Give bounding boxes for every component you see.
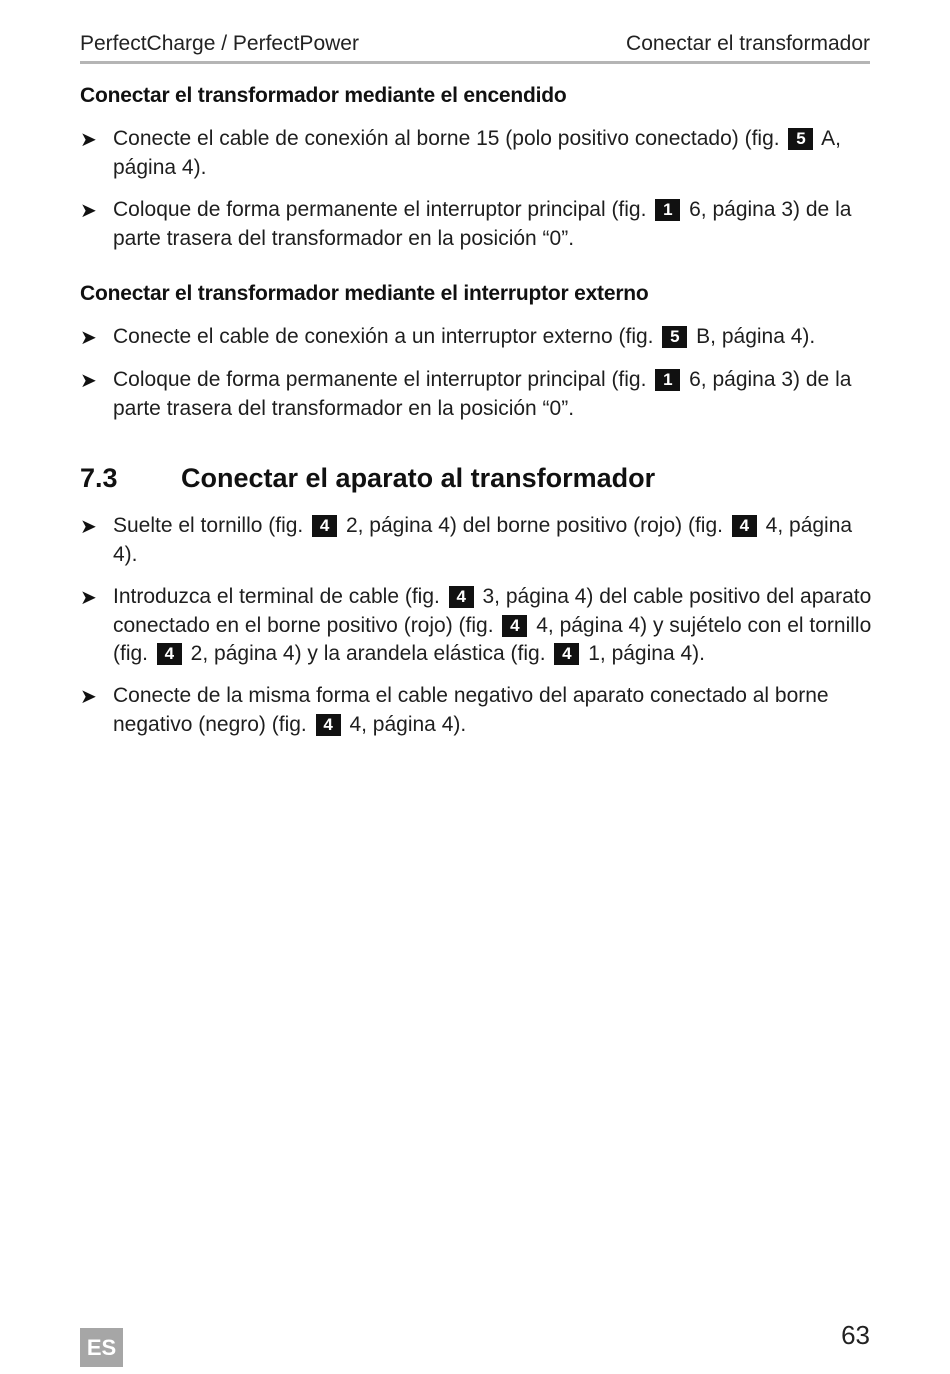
section-number: 7.3 [80, 463, 118, 493]
arrow-bullet-icon: ➤ [80, 686, 97, 708]
figure-ref-badge: 5 [788, 128, 813, 150]
subheading-ignition: Conectar el transformador mediante el encendido [80, 84, 567, 107]
bullet-text: Suelte el tornillo (fig. 4 2, página 4) del borne positivo (rojo) (fig. 4 4, página 4). [113, 514, 853, 566]
arrow-bullet-icon: ➤ [80, 587, 97, 609]
language-badge: ES [80, 1328, 123, 1367]
bullet-text: Introduzca el terminal de cable (fig. 4 3, página 4) del cable positivo del aparato conectado en el borne positivo (rojo) (fig. 4 4, página 4) y sujételo con el tornillo (fig. 4 2, página 4) y la arandela elástica (fig. 4 1, página 4). [113, 585, 872, 665]
arrow-bullet-icon: ➤ [80, 129, 97, 151]
section-title: Conectar el aparato al transformador [181, 463, 656, 493]
figure-ref-badge: 4 [316, 714, 341, 736]
page-number: 63 [841, 1320, 870, 1350]
bullet-text: Coloque de forma permanente el interruptor principal (fig. 1 6, página 3) de la parte trasera del transformador en la posición “0”. [113, 198, 852, 250]
bullet-text: Coloque de forma permanente el interruptor principal (fig. 1 6, página 3) de la parte trasera del transformador en la posición “0”. [113, 368, 852, 420]
subheading-external-switch: Conectar el transformador mediante el interruptor externo [80, 282, 649, 305]
page-header [80, 32, 870, 64]
figure-ref-badge: 1 [655, 199, 680, 221]
figure-ref-badge: 4 [554, 643, 579, 665]
arrow-bullet-icon: ➤ [80, 516, 97, 538]
arrow-bullet-icon: ➤ [80, 200, 97, 222]
figure-ref-badge: 4 [157, 643, 182, 665]
bullet-text: Conecte de la misma forma el cable negativo del aparato conectado al borne negativo (negro) (fig. 4 4, página 4). [113, 684, 829, 736]
figure-ref-badge: 4 [449, 586, 474, 608]
bullet-text: Conecte el cable de conexión a un interruptor externo (fig. 5 B, página 4). [113, 325, 816, 348]
figure-ref-badge: 4 [732, 515, 757, 537]
arrow-bullet-icon: ➤ [80, 327, 97, 349]
header-product-name: PerfectCharge / PerfectPower [80, 32, 359, 55]
figure-ref-badge: 5 [662, 326, 687, 348]
bullet-text: Conecte el cable de conexión al borne 15 (polo positivo conectado) (fig. 5 A, página 4). [113, 127, 841, 179]
figure-ref-badge: 1 [655, 369, 680, 391]
arrow-bullet-icon: ➤ [80, 370, 97, 392]
figure-ref-badge: 4 [312, 515, 337, 537]
figure-ref-badge: 4 [502, 615, 527, 637]
header-chapter-title: Conectar el transformador [626, 32, 870, 55]
